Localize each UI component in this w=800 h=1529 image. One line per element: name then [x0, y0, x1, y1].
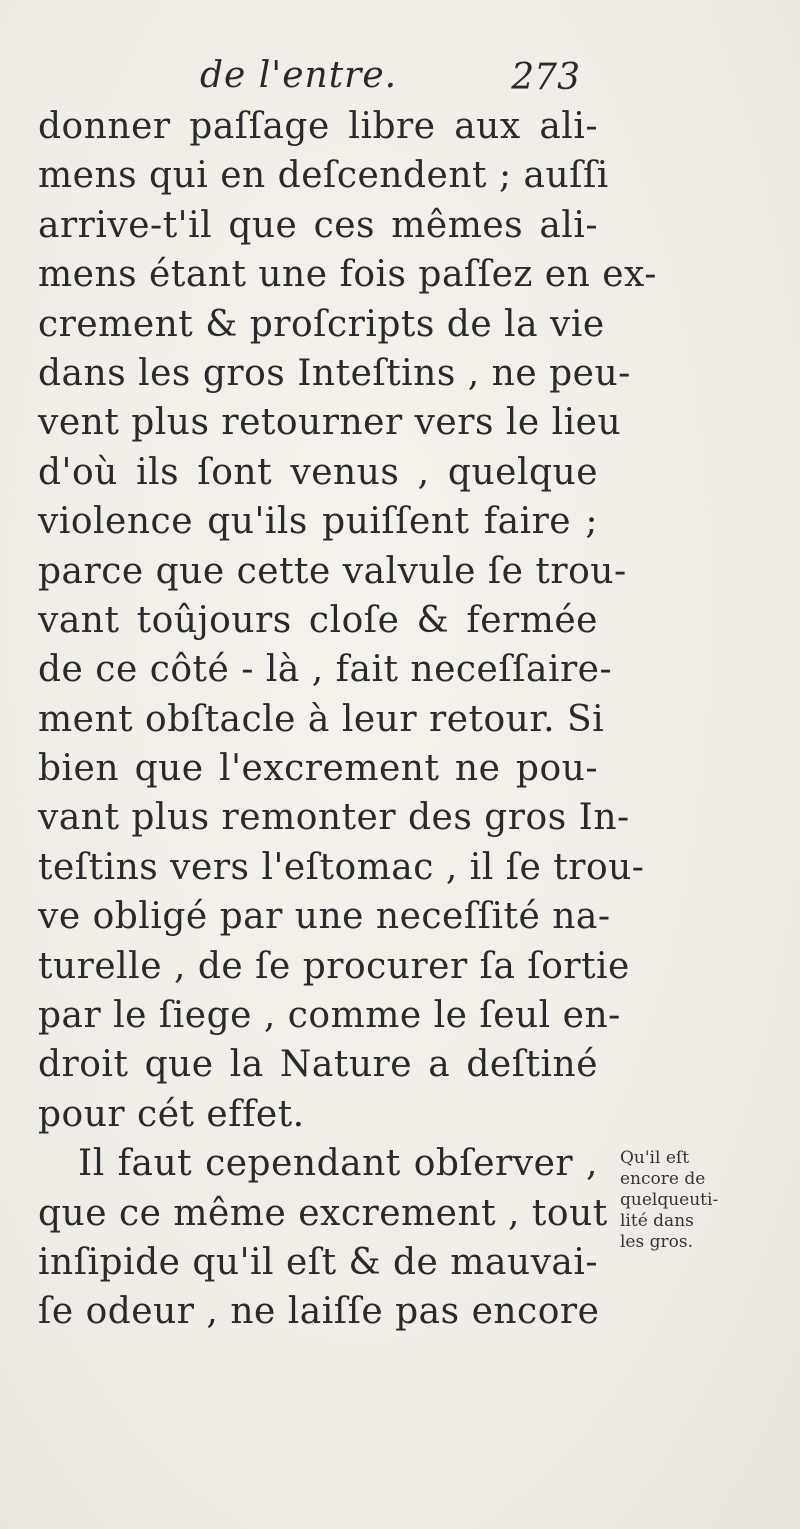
- paragraph-end-line: pour cét effet.: [38, 1093, 305, 1135]
- text-line: par le ſiege , comme le ſeul en-: [38, 995, 621, 1037]
- margin-note-line: quelqueuti-: [620, 1190, 719, 1210]
- paragraph-start-line: Il faut cependant obſerver ,: [78, 1143, 598, 1185]
- margin-note-line: lité dans: [620, 1211, 694, 1231]
- text-line: droit que la Nature a deſtiné: [38, 1044, 598, 1086]
- page-number: 273: [511, 57, 580, 98]
- text-line: inſipide qu'il eſt & de mauvai-: [38, 1241, 599, 1283]
- text-line: violence qu'ils puiſſent faire ;: [38, 501, 598, 543]
- text-line: mens qui en deſcendent ; auſſi: [38, 155, 609, 197]
- text-line: arrive-t'il que ces mêmes ali-: [38, 204, 598, 246]
- text-line: bien que l'excrement ne pou-: [38, 748, 598, 790]
- text-line: mens étant une fois paſſez en ex-: [38, 254, 657, 296]
- margin-note-line: encore de: [620, 1169, 706, 1189]
- text-line: d'où ils ſont venus , quelque: [38, 451, 598, 493]
- text-line: turelle , de ſe procurer ſa ſortie: [38, 945, 630, 987]
- text-line: donner paſſage libre aux ali-: [38, 106, 598, 147]
- text-line: ve obligé par une neceſſité na-: [38, 896, 611, 938]
- text-line: dans les gros Inteſtins , ne peu-: [38, 352, 631, 394]
- margin-note-line: Qu'il eſt: [620, 1148, 690, 1168]
- running-head: de l'entre.: [200, 55, 398, 96]
- margin-note-line: les gros.: [620, 1232, 693, 1252]
- text-line: que ce même excrement , tout: [38, 1192, 608, 1234]
- text-line: parce que cette valvule ſe trou-: [38, 550, 627, 592]
- page-header: [200, 55, 580, 103]
- text-line: crement & proſcripts de la vie: [38, 303, 605, 345]
- text-line: ſe odeur , ne laiſſe pas encore: [38, 1291, 600, 1333]
- margin-note: [620, 1148, 795, 1253]
- text-line: vent plus retourner vers le lieu: [38, 402, 622, 444]
- text-line: de ce côté - là , fait neceſſaire-: [38, 649, 613, 691]
- text-line: teſtins vers l'eſtomac , il ſe trou-: [38, 846, 645, 888]
- text-line: vant toûjours cloſe & fermée: [38, 599, 598, 641]
- text-line: ment obſtacle à leur retour. Si: [38, 698, 605, 740]
- text-line: vant plus remonter des gros In-: [38, 797, 630, 839]
